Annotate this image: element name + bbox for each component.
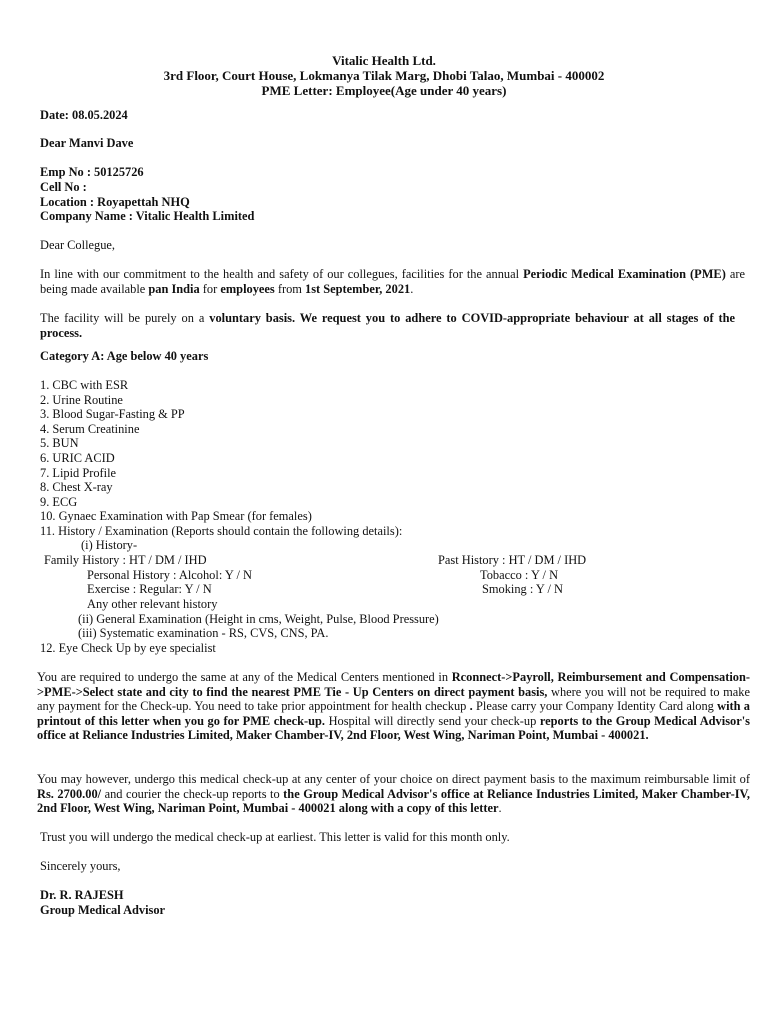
exercise-history: Exercise : Regular: Y / N	[87, 582, 212, 596]
list-item: 8. Chest X-ray	[40, 480, 113, 494]
instructions-paragraph: You are required to undergo the same at any of the Medical Centers mentioned in Rconnect->Payroll, Reimbursement and Compensation->PME->Select state and city to find the nearest PME Tie - Up Centers on direct payment basis, where you will not be required to make any payment for the Check-up. You need to take prior appointment for health checkup . Please carry your Company Identity Card along with a printout of this letter when you go for PME check-up. Hospital will directly send your check-up reports to the Group Medical Advisor's office at Reliance Industries Limited, Maker Chamber-IV, 2nd Floor, West Wing, Nariman Point, Mumbai - 400021.	[37, 670, 751, 743]
company-name: Vitalic Health Ltd.	[332, 53, 436, 68]
past-history: Past History : HT / DM / IHD	[438, 553, 587, 567]
systematic-examination: (iii) Systematic examination - RS, CVS, CNS, PA.	[78, 626, 329, 640]
list-item: 2. Urine Routine	[40, 393, 123, 407]
sign-off: Sincerely yours,	[40, 859, 121, 873]
salutation: Dear Collegue,	[40, 238, 116, 252]
closing-note: Trust you will undergo the medical check-up at earliest. This letter is valid for this month only.	[40, 830, 510, 844]
list-item: 7. Lipid Profile	[40, 466, 117, 480]
list-item: 9. ECG	[40, 495, 78, 509]
recipient-name: Dear Manvi Dave	[40, 136, 134, 150]
list-item: 3. Blood Sugar-Fasting & PP	[40, 407, 185, 421]
other-history: Any other relevant history	[87, 597, 218, 611]
family-history: Family History : HT / DM / IHD	[44, 553, 207, 567]
list-item: 1. CBC with ESR	[40, 378, 129, 392]
tobacco-history: Tobacco : Y / N	[480, 568, 559, 582]
company-name-field: Company Name : Vitalic Health Limited	[40, 209, 255, 223]
signatory-name: Dr. R. RAJESH	[40, 888, 124, 902]
company-address: 3rd Floor, Court House, Lokmanya Tilak Marg, Dhobi Talao, Mumbai - 400002	[163, 68, 605, 83]
personal-history: Personal History : Alcohol: Y / N	[87, 568, 252, 582]
general-examination: (ii) General Examination (Height in cms, Weight, Pulse, Blood Pressure)	[78, 612, 439, 626]
intro-paragraph: In line with our commitment to the health and safety of our collegues, facilities for the annual Periodic Medical Examination (PME) are being made available pan India for employees from 1st September, 2021.	[40, 267, 745, 296]
location: Location : Royapettah NHQ	[40, 195, 190, 209]
signatory-title: Group Medical Advisor	[40, 903, 166, 917]
list-item: 4. Serum Creatinine	[40, 422, 140, 436]
list-item: 6. URIC ACID	[40, 451, 115, 465]
emp-no: Emp No : 50125726	[40, 165, 144, 179]
letter-date: Date: 08.05.2024	[40, 108, 128, 122]
voluntary-paragraph: The facility will be purely on a voluntary basis. We request you to adhere to COVID-appropriate behaviour at all stages of the process.	[40, 311, 736, 340]
history-heading: (i) History-	[81, 538, 138, 552]
category-heading: Category A: Age below 40 years	[40, 349, 209, 363]
list-item: 10. Gynaec Examination with Pap Smear (for females)	[40, 509, 312, 523]
list-item: 5. BUN	[40, 436, 79, 450]
smoking-history: Smoking : Y / N	[482, 582, 564, 596]
reimbursement-paragraph: You may however, undergo this medical check-up at any center of your choice on direct payment basis to the maximum reimbursable limit of Rs. 2700.00/ and courier the check-up reports to the Group Medical Advisor's office at Reliance Industries Limited, Maker Chamber-IV, 2nd Floor, West Wing, Nariman Point, Mumbai - 400021 along with a copy of this letter.	[37, 772, 750, 816]
letter-title: PME Letter: Employee(Age under 40 years)	[261, 83, 507, 98]
cell-no: Cell No :	[40, 180, 87, 194]
list-item: 11. History / Examination (Reports should contain the following details):	[40, 524, 403, 538]
list-item: 12. Eye Check Up by eye specialist	[40, 641, 216, 655]
